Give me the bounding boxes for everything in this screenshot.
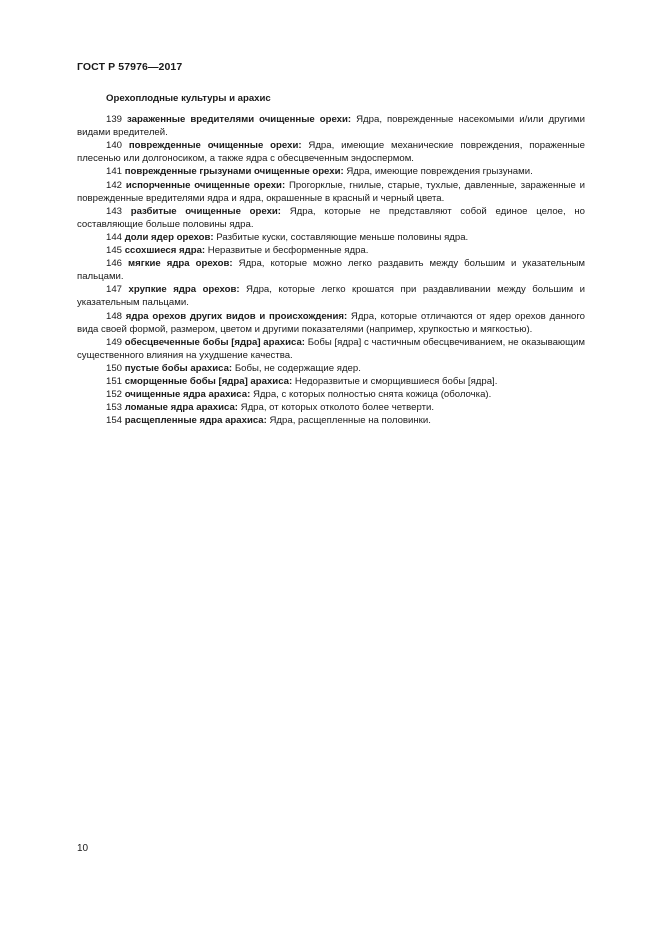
entry-number: 154	[106, 415, 123, 427]
entry-definition: Ядра, расщепленные на половинки.	[269, 415, 431, 427]
term-entry-141	[77, 165, 585, 178]
entry-definition: Ядра, от которых отколото более четверти.	[240, 402, 435, 414]
entry-term: очищенные ядра арахиса:	[124, 389, 251, 401]
entry-term: сморщенные бобы [ядра] арахиса:	[124, 375, 293, 387]
entry-number: 149	[106, 336, 123, 348]
entry-definition: Разбитые куски, составляющие меньше половины ядра.	[216, 231, 469, 243]
entry-term: хрупкие ядра орехов:	[128, 284, 240, 296]
entry-term: пустые бобы арахиса:	[124, 362, 233, 374]
term-entry-143	[77, 205, 585, 231]
entry-number: 151	[106, 375, 123, 387]
term-entry-145	[77, 244, 585, 257]
entry-number: 139	[106, 114, 123, 126]
term-entry-148	[77, 310, 585, 336]
entry-number: 153	[106, 402, 123, 414]
entry-number: 146	[106, 258, 123, 270]
entry-number: 152	[106, 389, 123, 401]
term-entry-149	[77, 336, 585, 362]
term-entry-140	[77, 139, 585, 165]
entry-term: испорченные очищенные орехи:	[125, 179, 286, 191]
entry-definition: Недоразвитые и сморщившиеся бобы [ядра].	[294, 375, 498, 387]
entry-term: разбитые очищенные орехи:	[130, 205, 282, 217]
entry-definition: Ядра, которые не представляют собой единое целое, но составляющие больше половины ядра.	[77, 205, 585, 230]
entry-definition: Ядра, которые легко крошатся при раздавливании между большим и указательным пальцами.	[77, 284, 585, 309]
entry-definition: Ядра, имеющие механические повреждения, пораженные плесенью или долгоносиком, а также ядра с обесцвеченным эндоспермом.	[77, 140, 586, 165]
entry-term: расщепленные ядра арахиса:	[124, 415, 267, 427]
entry-definition: Бобы [ядра] с частичным обесцвечиванием, не оказывающим существенного влияния на ухудшение качества.	[77, 336, 585, 361]
entry-number: 143	[106, 205, 123, 217]
term-entry-139	[77, 113, 585, 139]
entry-term: зараженные вредителями очищенные орехи:	[127, 114, 352, 126]
entry-term: ломаные ядра арахиса:	[124, 402, 238, 414]
term-entry-146	[77, 257, 585, 283]
entry-term: мягкие ядра орехов:	[128, 258, 233, 270]
term-entry-151	[77, 375, 585, 388]
page-number: 10	[77, 843, 89, 854]
entry-term: поврежденные грызунами очищенные орехи:	[124, 166, 344, 178]
entry-definition: Ядра, которые отличаются от ядер орехов данного вида своей формой, размером, цветом и другими показателями (например, хрупкостью и мягкостью).	[77, 310, 585, 335]
term-entry-144	[77, 231, 585, 244]
entry-definition: Ядра, которые можно легко раздавить между большим и указательным пальцами.	[77, 258, 586, 283]
entry-term: поврежденные очищенные орехи:	[128, 140, 302, 152]
entry-definition: Бобы, не содержащие ядер.	[234, 362, 361, 374]
term-entry-150	[77, 362, 585, 375]
entry-term: ядра орехов других видов и происхождения:	[125, 310, 348, 322]
entry-definition: Прогорклые, гнилые, старые, тухлые, давленные, зараженные и поврежденные вредителями ядра и ядра, окрашенные в красный и черный цвета.	[77, 179, 586, 204]
entry-number: 142	[106, 179, 123, 191]
section-title: Орехоплодные культуры и арахис	[106, 93, 271, 104]
entry-number: 141	[106, 166, 123, 178]
term-entry-153	[77, 401, 585, 414]
entry-definition: Ядра, имеющие повреждения грызунами.	[346, 166, 533, 178]
entry-number: 140	[106, 140, 123, 152]
entry-number: 144	[106, 231, 123, 243]
term-entry-154	[77, 414, 585, 427]
term-entry-152	[77, 388, 585, 401]
term-entry-147	[77, 283, 585, 309]
entry-definition: Неразвитые и бесформенные ядра.	[207, 245, 369, 257]
entry-definition: Ядра, поврежденные насекомыми и/или другими видами вредителей.	[77, 114, 585, 139]
entry-number: 148	[106, 310, 123, 322]
entry-number: 145	[106, 245, 123, 257]
entry-term: обесцвеченные бобы [ядра] арахиса:	[124, 336, 305, 348]
entry-definition: Ядра, с которых полностью снята кожица (оболочка).	[252, 389, 492, 401]
entry-number: 147	[106, 284, 123, 296]
term-entry-142	[77, 179, 585, 205]
entry-number: 150	[106, 362, 123, 374]
document-body	[77, 92, 585, 427]
entry-term: ссохшиеся ядра:	[124, 245, 206, 257]
entry-term: доли ядер орехов:	[124, 231, 214, 243]
document-header: ГОСТ Р 57976—2017	[77, 61, 183, 73]
